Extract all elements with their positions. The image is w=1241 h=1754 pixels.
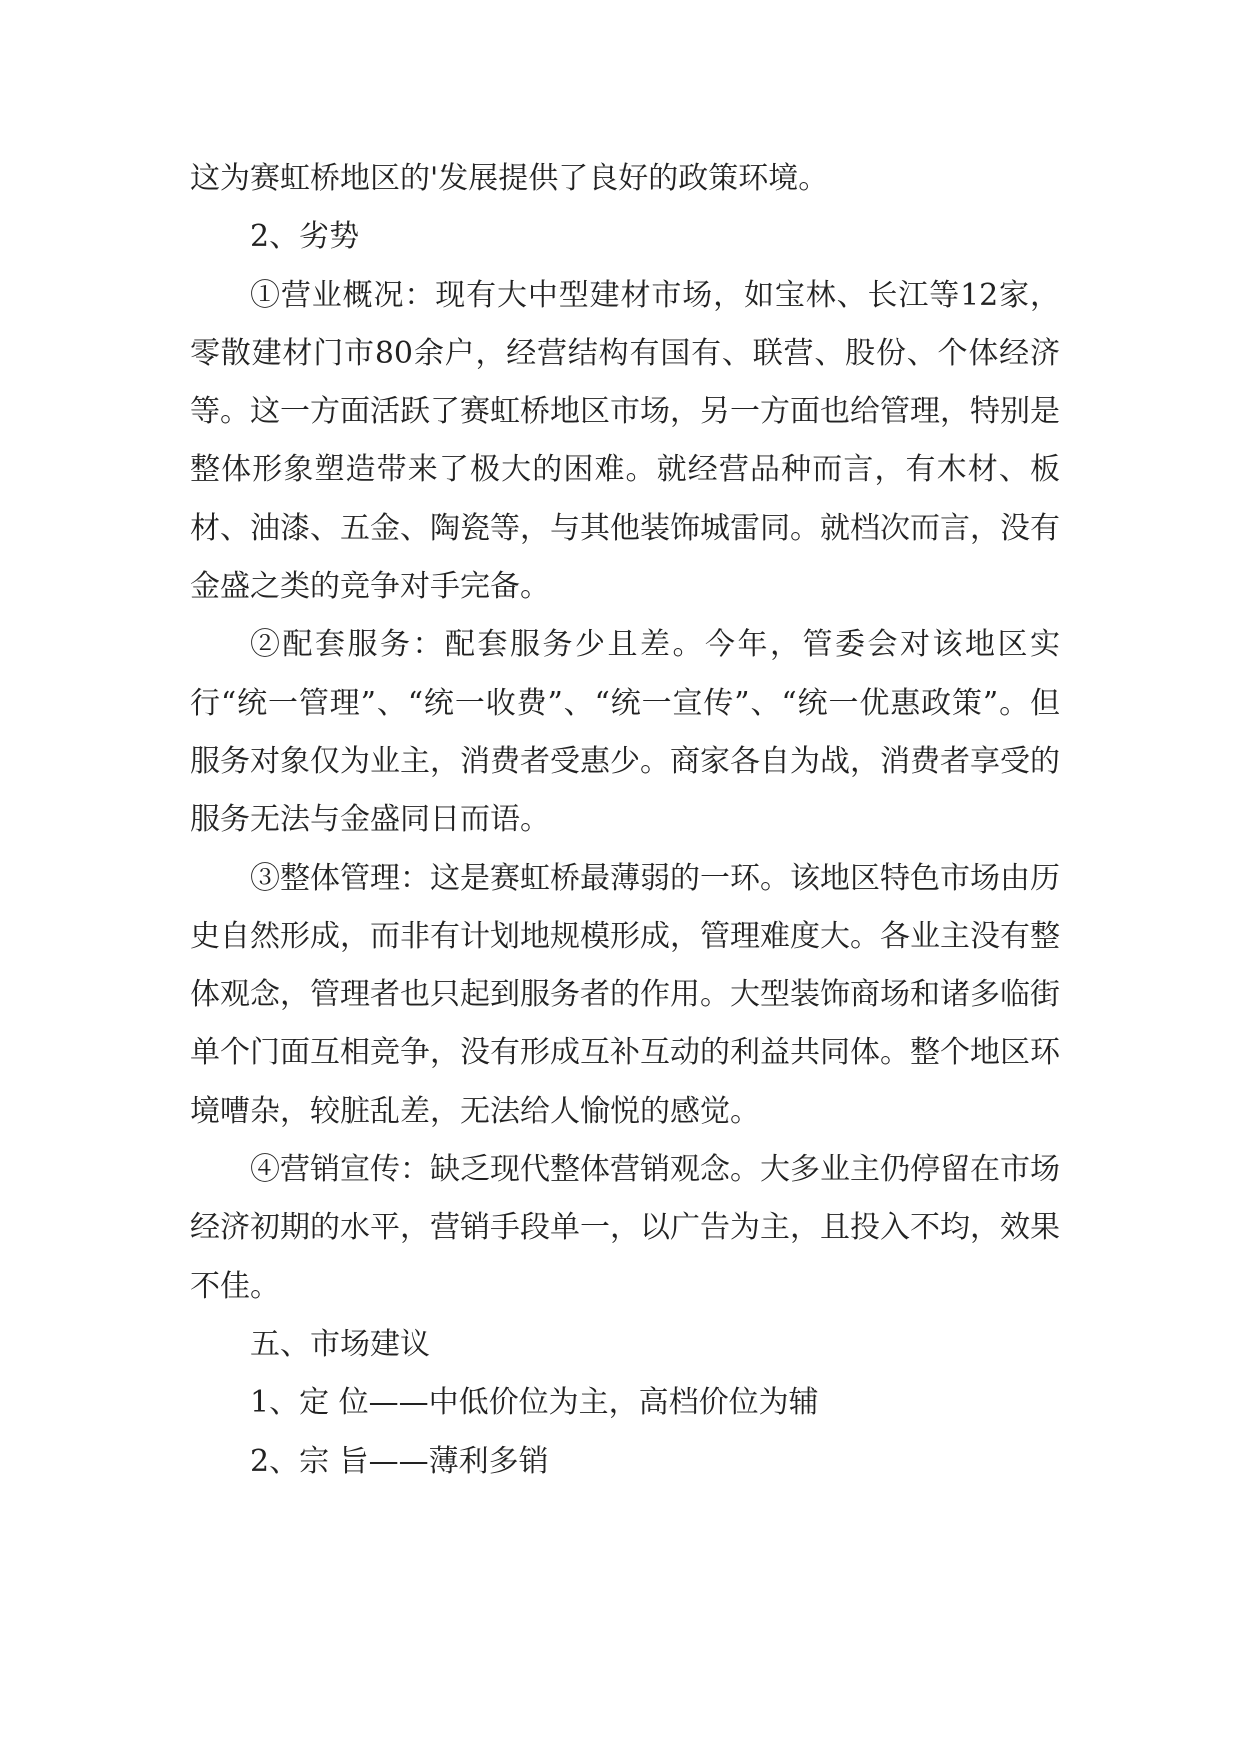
heading-weaknesses: 2、劣势 [250, 219, 360, 255]
item-purpose: 2、宗 旨——薄利多销 [250, 1443, 549, 1479]
document-page [190, 150, 1060, 1491]
paragraph-policy-environment: 这为赛虹桥地区的'发展提供了良好的政策环境。 [190, 161, 829, 196]
paragraph-overall-management: ③整体管理：这是赛虹桥最薄弱的一环。该地区特色市场由历史自然形成，而非有计划地规模形成，管理难度大。各业主没有整体观念，管理者也只起到服务者的作用。大型装饰商场和诸多临街单个门面互相竞争，没有形成互补互动的利益共同体。整个地区环境嘈杂，较脏乱差，无法给人愉悦的感觉。 [190, 860, 1060, 1129]
heading-market-suggestions: 五、市场建议 [250, 1326, 430, 1362]
paragraph-supporting-services: ②配套服务：配套服务少且差。今年，管委会对该地区实行“统一管理”、“统一收费”、“统一宣传”、“统一优惠政策”。但服务对象仅为业主，消费者受惠少。商家各自为战，消费者享受的服务无法与金盛同日而语。 [190, 627, 1060, 838]
item-positioning: 1、定 位——中低价位为主，高档价位为辅 [250, 1385, 819, 1421]
paragraph-marketing-promotion: ④营销宣传：缺乏现代整体营销观念。大多业主仍停留在市场经济初期的水平，营销手段单一，以广告为主，且投入不均，效果不佳。 [190, 1152, 1060, 1304]
paragraph-business-overview: ①营业概况：现有大中型建材市场，如宝林、长江等12家，零散建材门市80余户，经营结构有国有、联营、股份、个体经济等。这一方面活跃了赛虹桥地区市场，另一方面也给管理，特别是整体形象塑造带来了极大的困难。就经营品种而言，有木材、板材、油漆、五金、陶瓷等，与其他装饰城雷同。就档次而言，没有金盛之类的竞争对手完备。 [190, 277, 1060, 605]
